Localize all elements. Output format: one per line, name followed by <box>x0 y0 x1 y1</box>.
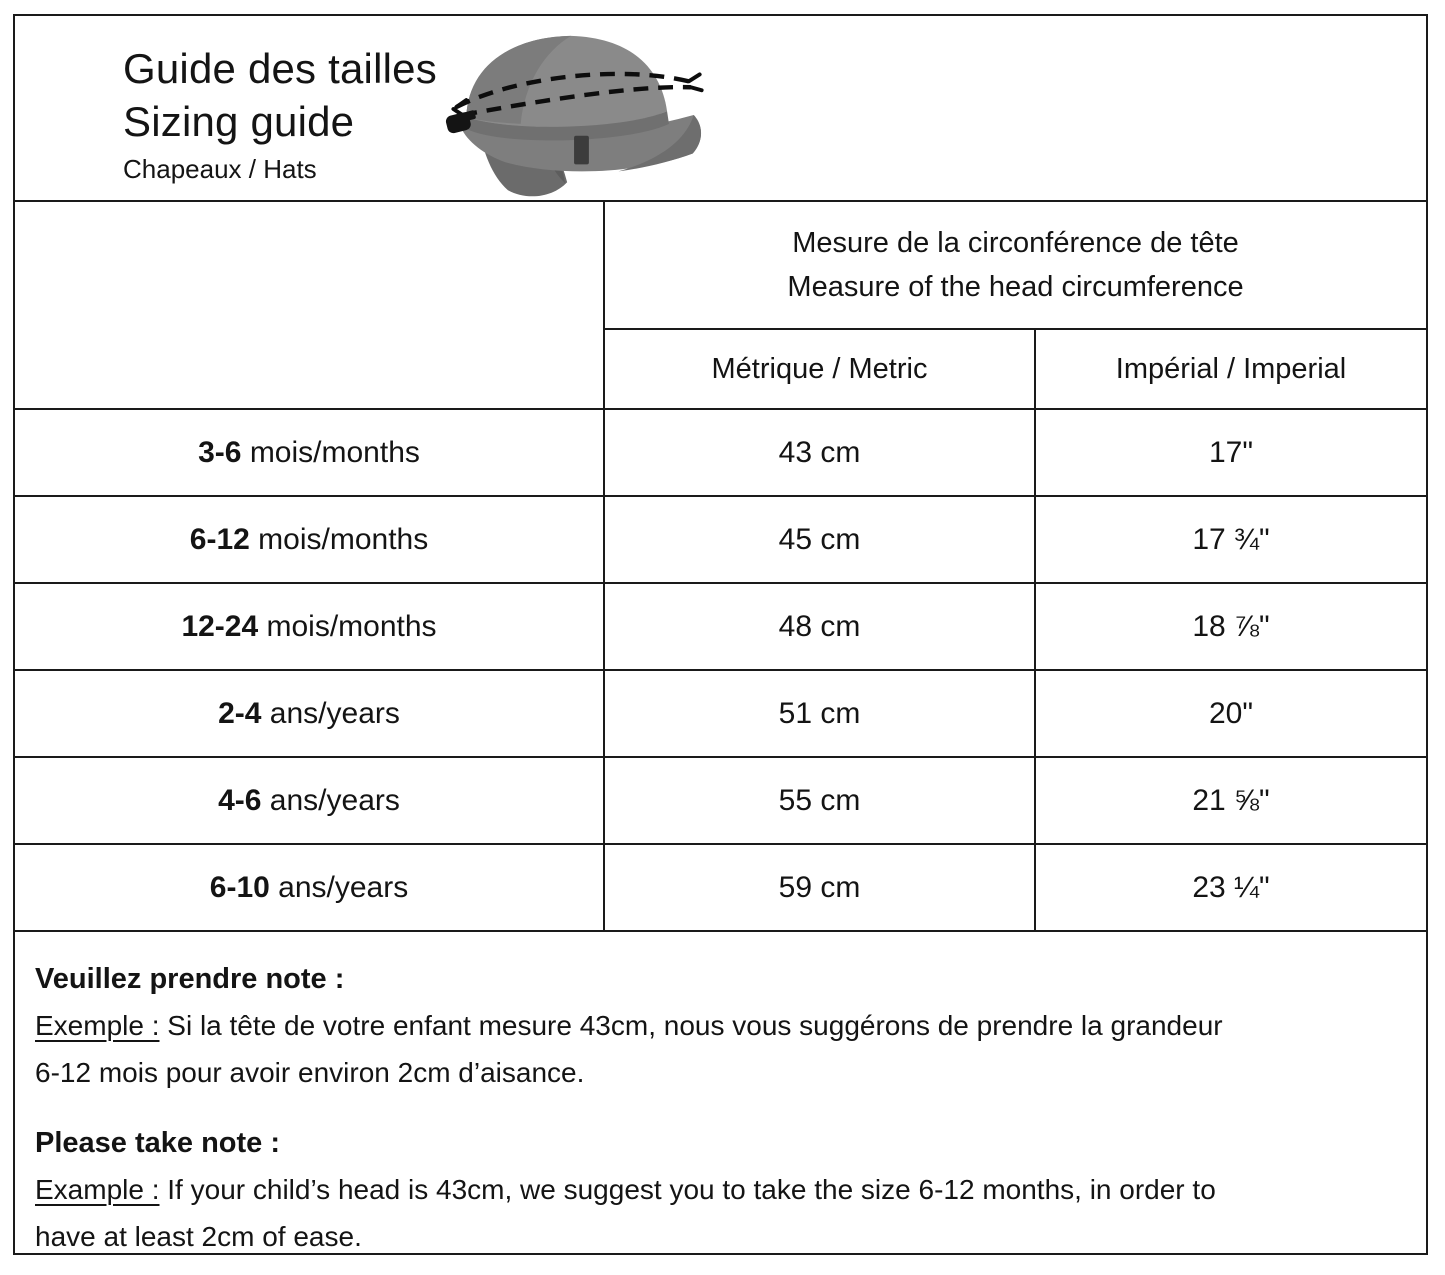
size-range: 6-10 <box>209 870 270 904</box>
note-line-fr-2: 6-12 mois pour avoir environ 2cm d’aisance. <box>35 1057 585 1088</box>
corner-empty-cell <box>15 202 604 409</box>
circumference-header-fr: Mesure de la circonférence de tête <box>792 227 1239 259</box>
size-range: 3-6 <box>198 435 242 469</box>
imperial-cell: 20" <box>1035 670 1426 757</box>
metric-column-header: Métrique / Metric <box>604 329 1035 409</box>
imperial-cell: 21 ⅝" <box>1035 757 1426 844</box>
example-label-fr: Exemple : <box>35 1010 160 1041</box>
circumference-header-en: Measure of the head circumference <box>787 271 1244 303</box>
table-row <box>15 583 1426 670</box>
table-row <box>15 670 1426 757</box>
note-line-en-1 <box>35 1166 1404 1213</box>
circumference-header-cell <box>604 202 1426 329</box>
note-text-en-1: If your child’s head is 43cm, we suggest you to take the size 6-12 months, in order to <box>159 1174 1216 1205</box>
size-cell <box>15 670 604 757</box>
document-frame <box>13 14 1428 1255</box>
notes-section <box>15 932 1426 1260</box>
size-unit: mois/months <box>258 609 437 643</box>
size-cell <box>15 757 604 844</box>
size-cell <box>15 844 604 931</box>
note-heading-en: Please take note : <box>35 1127 280 1159</box>
note-text-fr-1: Si la tête de votre enfant mesure 43cm, nous vous suggérons de prendre la grandeur <box>159 1010 1223 1041</box>
imperial-cell: 18 ⅞" <box>1035 583 1426 670</box>
metric-cell: 59 cm <box>604 844 1035 931</box>
metric-cell: 55 cm <box>604 757 1035 844</box>
size-range: 2-4 <box>218 696 262 730</box>
imperial-cell: 23 ¼" <box>1035 844 1426 931</box>
size-cell <box>15 496 604 583</box>
size-unit: mois/months <box>249 522 429 556</box>
size-range: 6-12 <box>189 522 250 556</box>
note-line-en-2: have at least 2cm of ease. <box>35 1221 362 1252</box>
size-unit: ans/years <box>269 870 409 904</box>
size-range: 12-24 <box>181 609 259 643</box>
table-row-span-header <box>15 202 1426 329</box>
table-row <box>15 757 1426 844</box>
imperial-cell: 17 ¾" <box>1035 496 1426 583</box>
page-title-en: Sizing guide <box>123 98 355 145</box>
size-unit: ans/years <box>261 783 400 817</box>
table-row <box>15 409 1426 496</box>
metric-cell: 48 cm <box>604 583 1035 670</box>
size-range: 4-6 <box>218 783 262 817</box>
table-row <box>15 844 1426 931</box>
size-unit: ans/years <box>261 696 400 730</box>
size-cell <box>15 409 604 496</box>
note-heading-fr: Veuillez prendre note : <box>35 963 345 995</box>
page-subtitle: Chapeaux / Hats <box>123 154 317 184</box>
size-table <box>15 202 1426 932</box>
page-title-fr: Guide des tailles <box>123 45 437 92</box>
size-unit: mois/months <box>241 435 420 469</box>
metric-cell: 45 cm <box>604 496 1035 583</box>
metric-cell: 51 cm <box>604 670 1035 757</box>
imperial-column-header: Impérial / Imperial <box>1035 329 1426 409</box>
imperial-cell: 17" <box>1035 409 1426 496</box>
table-row <box>15 496 1426 583</box>
metric-cell: 43 cm <box>604 409 1035 496</box>
note-line-fr-1 <box>35 1002 1404 1049</box>
header <box>15 16 1426 202</box>
example-label-en: Example : <box>35 1174 160 1205</box>
title-block <box>123 42 437 187</box>
hat-measurement-icon <box>443 22 715 200</box>
size-cell <box>15 583 604 670</box>
